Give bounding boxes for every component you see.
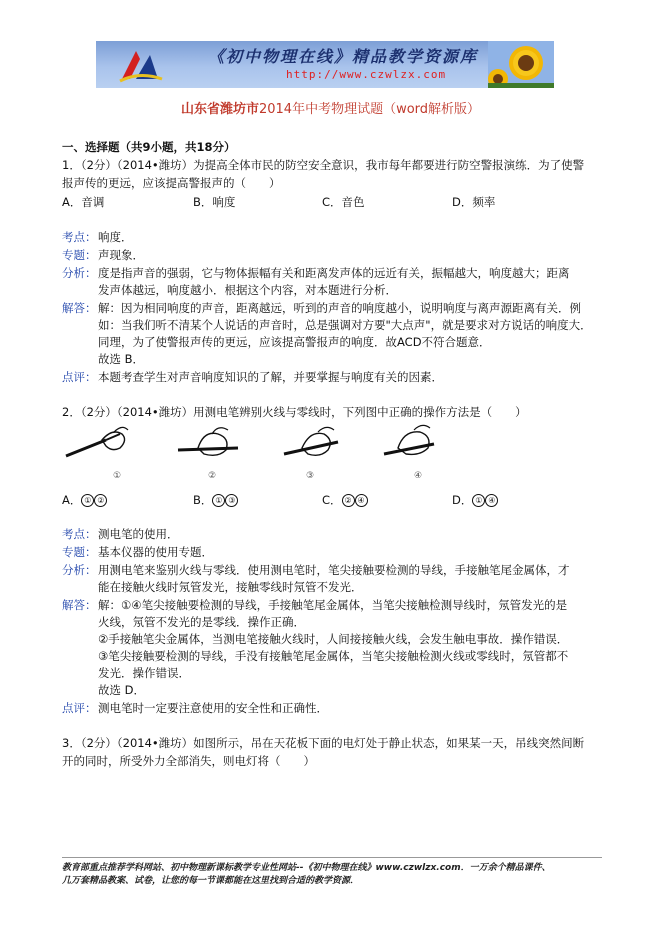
banner-title: 《初中物理在线》精品教学资源库 xyxy=(208,47,479,66)
q1-option-a: A．音调 xyxy=(62,195,105,209)
q1-stem-line-2: 报声传的更远，应该提高警报声的（ ） xyxy=(62,176,281,190)
q1-zhuanti-tag: 专题： xyxy=(62,248,97,262)
q1-fenxi-line-2: 发声体越远，响度越小．根据这个内容，对本题进行分析． xyxy=(98,283,397,297)
footer-line-2: 几万套精品教案、试卷，让您的每一节课都能在这里找到合适的教学资源． xyxy=(62,876,360,886)
site-logo xyxy=(116,45,164,85)
header-banner xyxy=(96,41,554,88)
q1-dianping-tag: 点评： xyxy=(62,370,97,384)
figure-2-drawing xyxy=(168,420,254,472)
q2-dianping-tag: 点评： xyxy=(62,701,97,715)
footer-divider xyxy=(62,857,602,858)
q2-option-a: A． ① ② xyxy=(62,492,107,508)
banner-url[interactable]: http://www.czwlzx.com xyxy=(286,68,447,81)
q2-jieda-tag: 解答： xyxy=(62,598,97,612)
q2-option-c: C． ② ④ xyxy=(322,492,368,508)
q2-fenxi-line-1: 用测电笔来鉴别火线与零线．使用测电笔时，笔尖接触要检测的导线，手接触笔尾金属体，才 xyxy=(98,563,570,577)
figure-3-drawing xyxy=(272,420,358,472)
q2-jieda-line-4: ③笔尖接触要检测的导线，手没有接触笔尾金属体，当笔尖接触检测火线或零线时，氖管都不 xyxy=(98,649,569,663)
figure-label-2: ② xyxy=(208,471,217,481)
page-footer xyxy=(62,862,622,888)
q1-fenxi-tag: 分析： xyxy=(62,266,97,280)
q3-stem-line-1: 3．（2分）（2014•潍坊）如图所示，吊在天花板下面的电灯处于静止状态，如果某一天，吊线突然间断 xyxy=(62,736,585,750)
q2-option-d: D． ① ④ xyxy=(452,492,498,508)
q2-jieda-line-5: 发光．操作错误． xyxy=(98,666,190,680)
q1-jieda-line-3: 同理，为了使警报声传的更远，应该提高警报声的响度．故ACD不符合题意． xyxy=(98,335,491,349)
q1-fenxi-line-1: 度是指声音的强弱，它与物体振幅有关和距离发声体的远近有关，振幅越大，响度越大；距离 xyxy=(98,266,570,280)
q2-option-b: B． ① ③ xyxy=(193,492,238,508)
q1-option-c: C．音色 xyxy=(322,195,365,209)
q2-stem: 2．（2分）（2014•潍坊）用测电笔辨别火线与零线时，下列图中正确的操作方法是（ ） xyxy=(62,405,527,419)
q1-stem-line-1: 1．（2分）（2014•潍坊）为提高全体市民的防空安全意识，我市每年都要进行防空警报演练．为了使警 xyxy=(62,158,585,172)
figure-label-4: ④ xyxy=(414,471,423,481)
q1-option-b: B．响度 xyxy=(193,195,236,209)
document-title xyxy=(0,98,661,117)
q1-dianping: 本题考查学生对声音响度知识的了解，并要掌握与响度有关的因素． xyxy=(98,370,443,384)
figure-1-drawing xyxy=(62,420,148,472)
section-heading: 一、选择题（共9小题，共18分） xyxy=(62,140,236,154)
q1-jieda-line-1: 解：因为相同响度的声音，距离越远，听到的声音的响度越小，说明响度与离声源距离有关．例 xyxy=(98,301,581,315)
title-rest: 2014年中考物理试题（word解析版） xyxy=(258,102,481,117)
q2-zhuanti: 基本仪器的使用专题． xyxy=(98,545,213,559)
q2-jieda-line-2: 火线，氖管不发光的是零线．操作正确． xyxy=(98,615,305,629)
title-region: 山东省潍坊市 xyxy=(180,102,259,117)
q2-dianping: 测电笔时一定要注意使用的安全性和正确性． xyxy=(98,701,328,715)
q1-zhuanti: 声现象． xyxy=(98,248,144,262)
q3-stem-line-2: 开的同时，所受外力全部消失，则电灯将（ ） xyxy=(62,754,315,768)
q2-fenxi-tag: 分析： xyxy=(62,563,97,577)
q1-jieda-tag: 解答： xyxy=(62,301,97,315)
q1-option-d: D．频率 xyxy=(452,195,496,209)
footer-line-1: 教育部重点推荐学科网站、初中物理新课标教学专业性网站--《初中物理在线》www.czwlzx.com．一万余个精品课件、 xyxy=(62,863,551,873)
q2-kaodian: 测电笔的使用． xyxy=(98,527,179,541)
figure-4-drawing xyxy=(374,420,460,472)
q2-fenxi-line-2: 能在接触火线时氖管发光，接触零线时氖管不发光． xyxy=(98,580,363,594)
q2-jieda-line-1: 解：①④笔尖接触要检测的导线，手接触笔尾金属体，当笔尖接触检测导线时，氖管发光的是 xyxy=(98,598,568,612)
figure-label-1: ① xyxy=(113,471,122,481)
q2-jieda-line-3: ②手接触笔尖金属体，当测电笔接触火线时，人间接接触火线，会发生触电事故．操作错误． xyxy=(98,632,569,646)
q1-jieda-line-2: 如：当我们听不清某个人说话的声音时，总是强调对方要"大点声"，就是要求对方说话的响度大． xyxy=(98,318,592,332)
q2-zhuanti-tag: 专题： xyxy=(62,545,97,559)
figure-label-3: ③ xyxy=(306,471,315,481)
q2-kaodian-tag: 考点： xyxy=(62,527,97,541)
q1-jieda-line-4: 故选 B． xyxy=(98,352,145,366)
q1-kaodian: 响度． xyxy=(98,230,133,244)
q1-kaodian-tag: 考点： xyxy=(62,230,97,244)
q2-jieda-line-6: 故选 D． xyxy=(98,683,146,697)
sunflower-image xyxy=(488,41,554,88)
